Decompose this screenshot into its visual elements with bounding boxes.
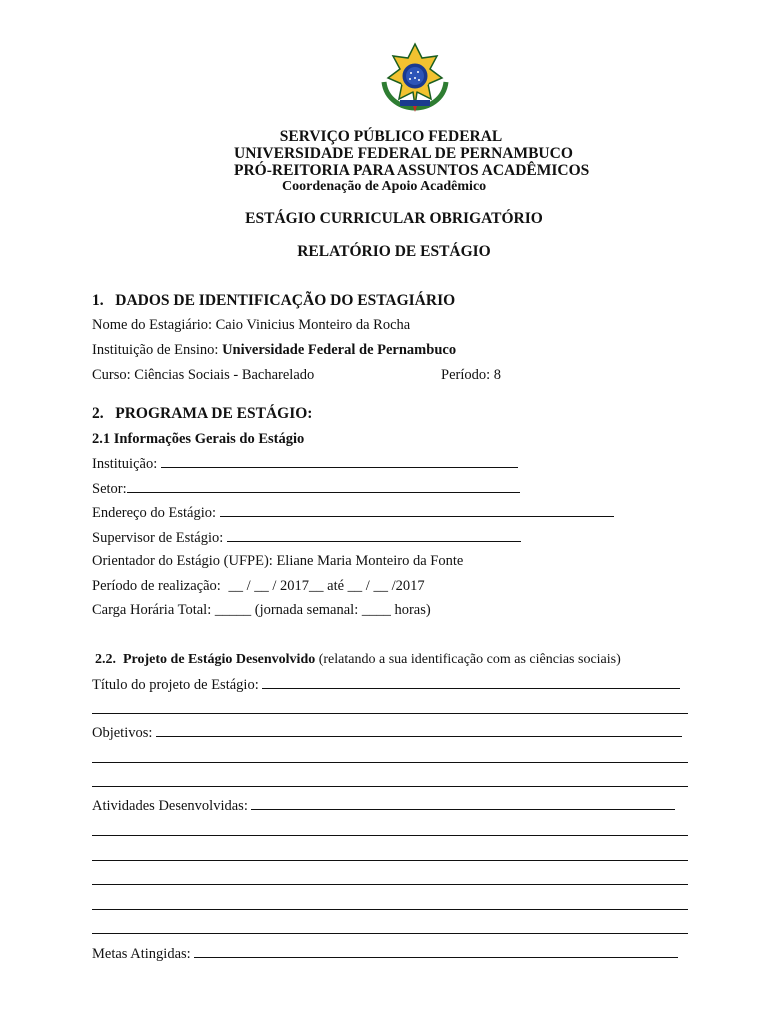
activities-line-6[interactable]	[92, 933, 688, 934]
header-line-3: PRÓ-REITORIA PARA ASSUNTOS ACADÊMICOS	[234, 162, 590, 179]
activities-line-3[interactable]	[92, 860, 688, 861]
institution-value: Universidade Federal de Pernambuco	[222, 342, 457, 358]
internship-institution-label: Instituição:	[92, 456, 158, 472]
header-line-4: Coordenação de Apoio Acadêmico	[282, 179, 487, 194]
activities-field[interactable]	[251, 797, 675, 810]
course-value: Ciências Sociais - Bacharelado	[134, 367, 315, 383]
realization-period-value[interactable]: __ / __ / 2017__ até __ / __ /2017	[228, 578, 425, 594]
section-2-1-heading: 2.1 Informações Gerais do Estágio	[92, 431, 305, 447]
goals-field[interactable]	[194, 945, 678, 958]
activities-label: Atividades Desenvolvidas:	[92, 798, 248, 814]
course-row	[92, 367, 314, 384]
address-row	[92, 504, 614, 522]
workload-row	[92, 602, 431, 619]
activities-row	[92, 797, 675, 815]
student-name-row	[92, 317, 410, 334]
internship-institution-field[interactable]	[161, 455, 518, 468]
project-title-label: Título do projeto de Estágio:	[92, 677, 259, 693]
workload-value[interactable]: _____ (jornada semanal: ____ horas)	[214, 602, 431, 618]
address-label: Endereço do Estágio:	[92, 505, 217, 521]
objectives-line-3[interactable]	[92, 786, 688, 787]
objectives-row	[92, 724, 682, 742]
document-title: ESTÁGIO CURRICULAR OBRIGATÓRIO	[245, 210, 543, 227]
student-name-label: Nome do Estagiário:	[92, 317, 213, 333]
section-2-heading: 2. PROGRAMA DE ESTÁGIO:	[92, 405, 313, 422]
document-subtitle: RELATÓRIO DE ESTÁGIO	[297, 243, 491, 260]
period-row	[441, 367, 501, 384]
section-2-2-note: (relatando a sua identificação com as ciências sociais)	[315, 652, 621, 667]
objectives-field[interactable]	[156, 724, 682, 737]
activities-line-4[interactable]	[92, 884, 688, 885]
activities-line-5[interactable]	[92, 909, 688, 910]
institution-row	[92, 342, 456, 359]
goals-label: Metas Atingidas:	[92, 946, 191, 962]
sector-label: Setor:	[92, 481, 127, 497]
section-1-heading: 1. DADOS DE IDENTIFICAÇÃO DO ESTAGIÁRIO	[92, 292, 456, 309]
advisor-value: Eliane Maria Monteiro da Fonte	[276, 553, 464, 569]
workload-label: Carga Horária Total:	[92, 602, 212, 618]
header-line-1: SERVIÇO PÚBLICO FEDERAL	[279, 128, 503, 145]
objectives-line-2[interactable]	[92, 762, 688, 763]
internship-institution-row	[92, 455, 518, 473]
period-value: 8	[493, 367, 502, 383]
realization-period-label: Período de realização:	[92, 578, 221, 594]
student-name-value: Caio Vinicius Monteiro da Rocha	[215, 317, 411, 333]
project-title-field[interactable]	[262, 676, 680, 689]
goals-row	[92, 945, 678, 963]
advisor-row	[92, 553, 463, 570]
header-line-2: UNIVERSIDADE FEDERAL DE PERNAMBUCO	[234, 145, 573, 162]
supervisor-row	[92, 529, 521, 547]
realization-period-row	[92, 578, 425, 595]
sector-row	[92, 480, 520, 498]
supervisor-field[interactable]	[227, 529, 521, 542]
section-2-2-title: 2.2. Projeto de Estágio Desenvolvido	[95, 652, 316, 667]
section-2-2-heading	[95, 651, 621, 668]
course-label: Curso:	[92, 367, 131, 383]
supervisor-label: Supervisor de Estágio:	[92, 530, 224, 546]
activities-line-2[interactable]	[92, 835, 688, 836]
institution-label: Instituição de Ensino:	[92, 342, 219, 358]
objectives-label: Objetivos:	[92, 725, 153, 741]
period-label: Período:	[441, 367, 491, 383]
address-field[interactable]	[220, 504, 614, 517]
brazil-coat-of-arms-icon	[376, 42, 454, 114]
advisor-label: Orientador do Estágio (UFPE):	[92, 553, 273, 569]
sector-field[interactable]	[127, 480, 520, 493]
project-title-row	[92, 676, 680, 694]
project-title-line-2[interactable]	[92, 713, 688, 714]
